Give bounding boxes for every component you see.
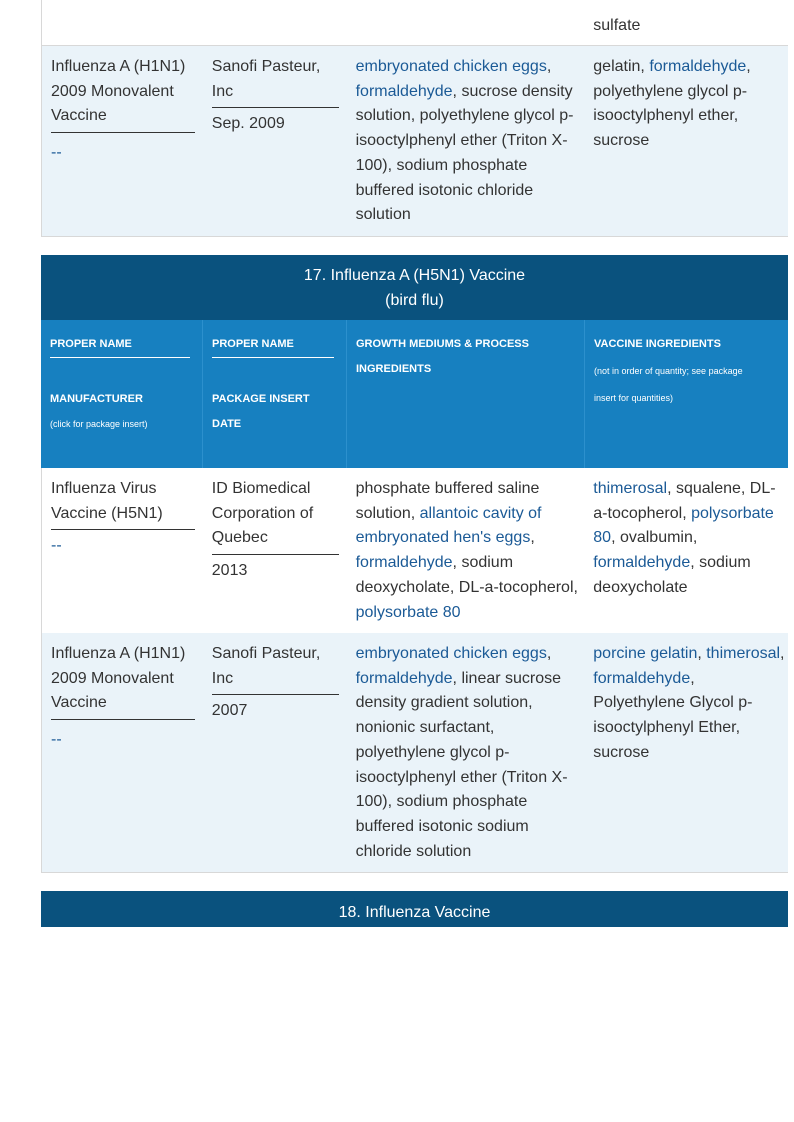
section-17-title-line1: 17. Influenza A (H5N1) Vaccine xyxy=(303,267,526,284)
header-process-ingredients: INGREDIENTS xyxy=(356,363,432,375)
ingredient-link[interactable]: polysorbate 80 xyxy=(355,603,461,621)
header-manufacturer: MANUFACTURER xyxy=(50,393,143,405)
ingredients-tail-text: sulfate xyxy=(593,17,641,34)
ingredient-text: , squalene, DL-a-tocopherol, xyxy=(593,480,776,522)
header-date: DATE xyxy=(212,418,242,430)
ingredient-link[interactable]: formaldehyde xyxy=(649,58,747,75)
ingredient-text: gelatin, xyxy=(593,58,650,75)
ingredient-text: , xyxy=(530,529,535,547)
growth-mediums xyxy=(347,468,585,633)
vaccine-ingredients xyxy=(584,633,788,872)
growth-mediums xyxy=(347,633,585,872)
table-header-row xyxy=(41,320,788,468)
table-row xyxy=(41,468,788,633)
ingredient-text: , ovalbumin, xyxy=(611,529,698,547)
ingredient-text: , xyxy=(697,645,707,662)
header-click-note: (click for package insert) xyxy=(50,419,148,429)
vaccine-name-link[interactable]: Influenza Virus Vaccine (H5N1) xyxy=(51,480,163,522)
header-quantity-note-2: insert for quantities) xyxy=(594,393,674,403)
package-insert-link[interactable]: -- xyxy=(51,144,62,162)
ingredient-text: , sodium deoxycholate xyxy=(593,554,751,596)
ingredient-text: , sucrose density solution, polyethylene glycol p-isooctylphenyl ether (Triton X-100), sodium phosphate buffered isotonic chloride solution xyxy=(355,82,574,224)
package-insert-link[interactable]: -- xyxy=(51,731,62,749)
ingredient-link[interactable]: embryonated chicken eggs xyxy=(355,58,547,75)
vaccine-ingredients-document xyxy=(41,0,788,927)
table-row xyxy=(41,633,788,873)
table-row xyxy=(41,46,788,237)
vaccine-ingredients xyxy=(584,468,788,633)
insert-date: Sep. 2009 xyxy=(211,115,285,133)
ingredient-link[interactable]: formaldehyde xyxy=(355,669,453,687)
ingredient-link[interactable]: allantoic cavity of embryonated hen's eggs xyxy=(355,504,542,547)
section-17-title-line2: (bird flu) xyxy=(385,291,444,309)
ingredient-link[interactable]: polysorbate 80 xyxy=(593,504,774,547)
ingredient-link[interactable]: formaldehyde xyxy=(355,82,453,100)
header-proper-name-2: PROPER NAME xyxy=(212,338,294,350)
vaccine-ingredients xyxy=(584,46,788,236)
package-insert-link[interactable]: -- xyxy=(51,537,62,555)
header-vaccine-ingredients: VACCINE INGREDIENTS xyxy=(594,338,721,350)
vaccine-name-link[interactable]: Influenza A (H1N1) 2009 Monovalent Vaccine xyxy=(51,58,186,125)
section-18-title-text: 18. Influenza Vaccine xyxy=(338,904,491,921)
ingredient-text: phosphate buffered saline solution, xyxy=(355,480,540,522)
ingredient-text: , xyxy=(546,58,552,75)
ingredient-link[interactable]: formaldehyde xyxy=(593,669,691,687)
ingredient-text: , polyethylene glycol p-isooctylphenyl ether, sucrose xyxy=(593,58,751,150)
ingredient-text: , linear sucrose density gradient solution, nonionic surfactant, polyethylene glycol p-isooctylphenyl ether (Triton X-100), sodium phosphate buffered isotonic sodium chloride solution xyxy=(355,669,568,860)
header-package-insert: PACKAGE INSERT xyxy=(212,393,310,405)
ingredient-link[interactable]: thimerosal xyxy=(706,645,781,662)
manufacturer: Sanofi Pasteur, Inc xyxy=(211,645,321,687)
ingredient-text: , sodium deoxycholate, DL-a-tocopherol, xyxy=(355,554,578,596)
ingredient-text: , xyxy=(780,645,785,662)
manufacturer: Sanofi Pasteur, Inc xyxy=(211,58,321,100)
ingredient-text: , Polyethylene Glycol p-isooctylphenyl Ether, sucrose xyxy=(593,669,753,761)
ingredient-link[interactable]: porcine gelatin xyxy=(593,645,698,662)
section-18-title xyxy=(41,891,788,927)
section-17-title xyxy=(41,255,788,320)
table-row-prev-tail xyxy=(41,0,788,46)
header-growth-mediums: GROWTH MEDIUMS & PROCESS xyxy=(356,338,529,350)
manufacturer: ID Biomedical Corporation of Quebec xyxy=(211,480,314,547)
header-proper-name: PROPER NAME xyxy=(50,338,132,350)
ingredient-link[interactable]: formaldehyde xyxy=(593,554,691,572)
vaccine-name-link[interactable]: Influenza A (H1N1) 2009 Monovalent Vaccine xyxy=(51,645,186,712)
header-quantity-note-1: (not in order of quantity; see package xyxy=(594,366,743,376)
insert-date: 2007 xyxy=(211,702,248,720)
ingredient-link[interactable]: thimerosal xyxy=(593,480,668,497)
ingredient-link[interactable]: formaldehyde xyxy=(355,554,453,572)
insert-date: 2013 xyxy=(211,562,248,580)
ingredient-link[interactable]: embryonated chicken eggs xyxy=(355,645,547,662)
growth-mediums xyxy=(347,46,585,236)
ingredient-text: , xyxy=(546,645,552,662)
